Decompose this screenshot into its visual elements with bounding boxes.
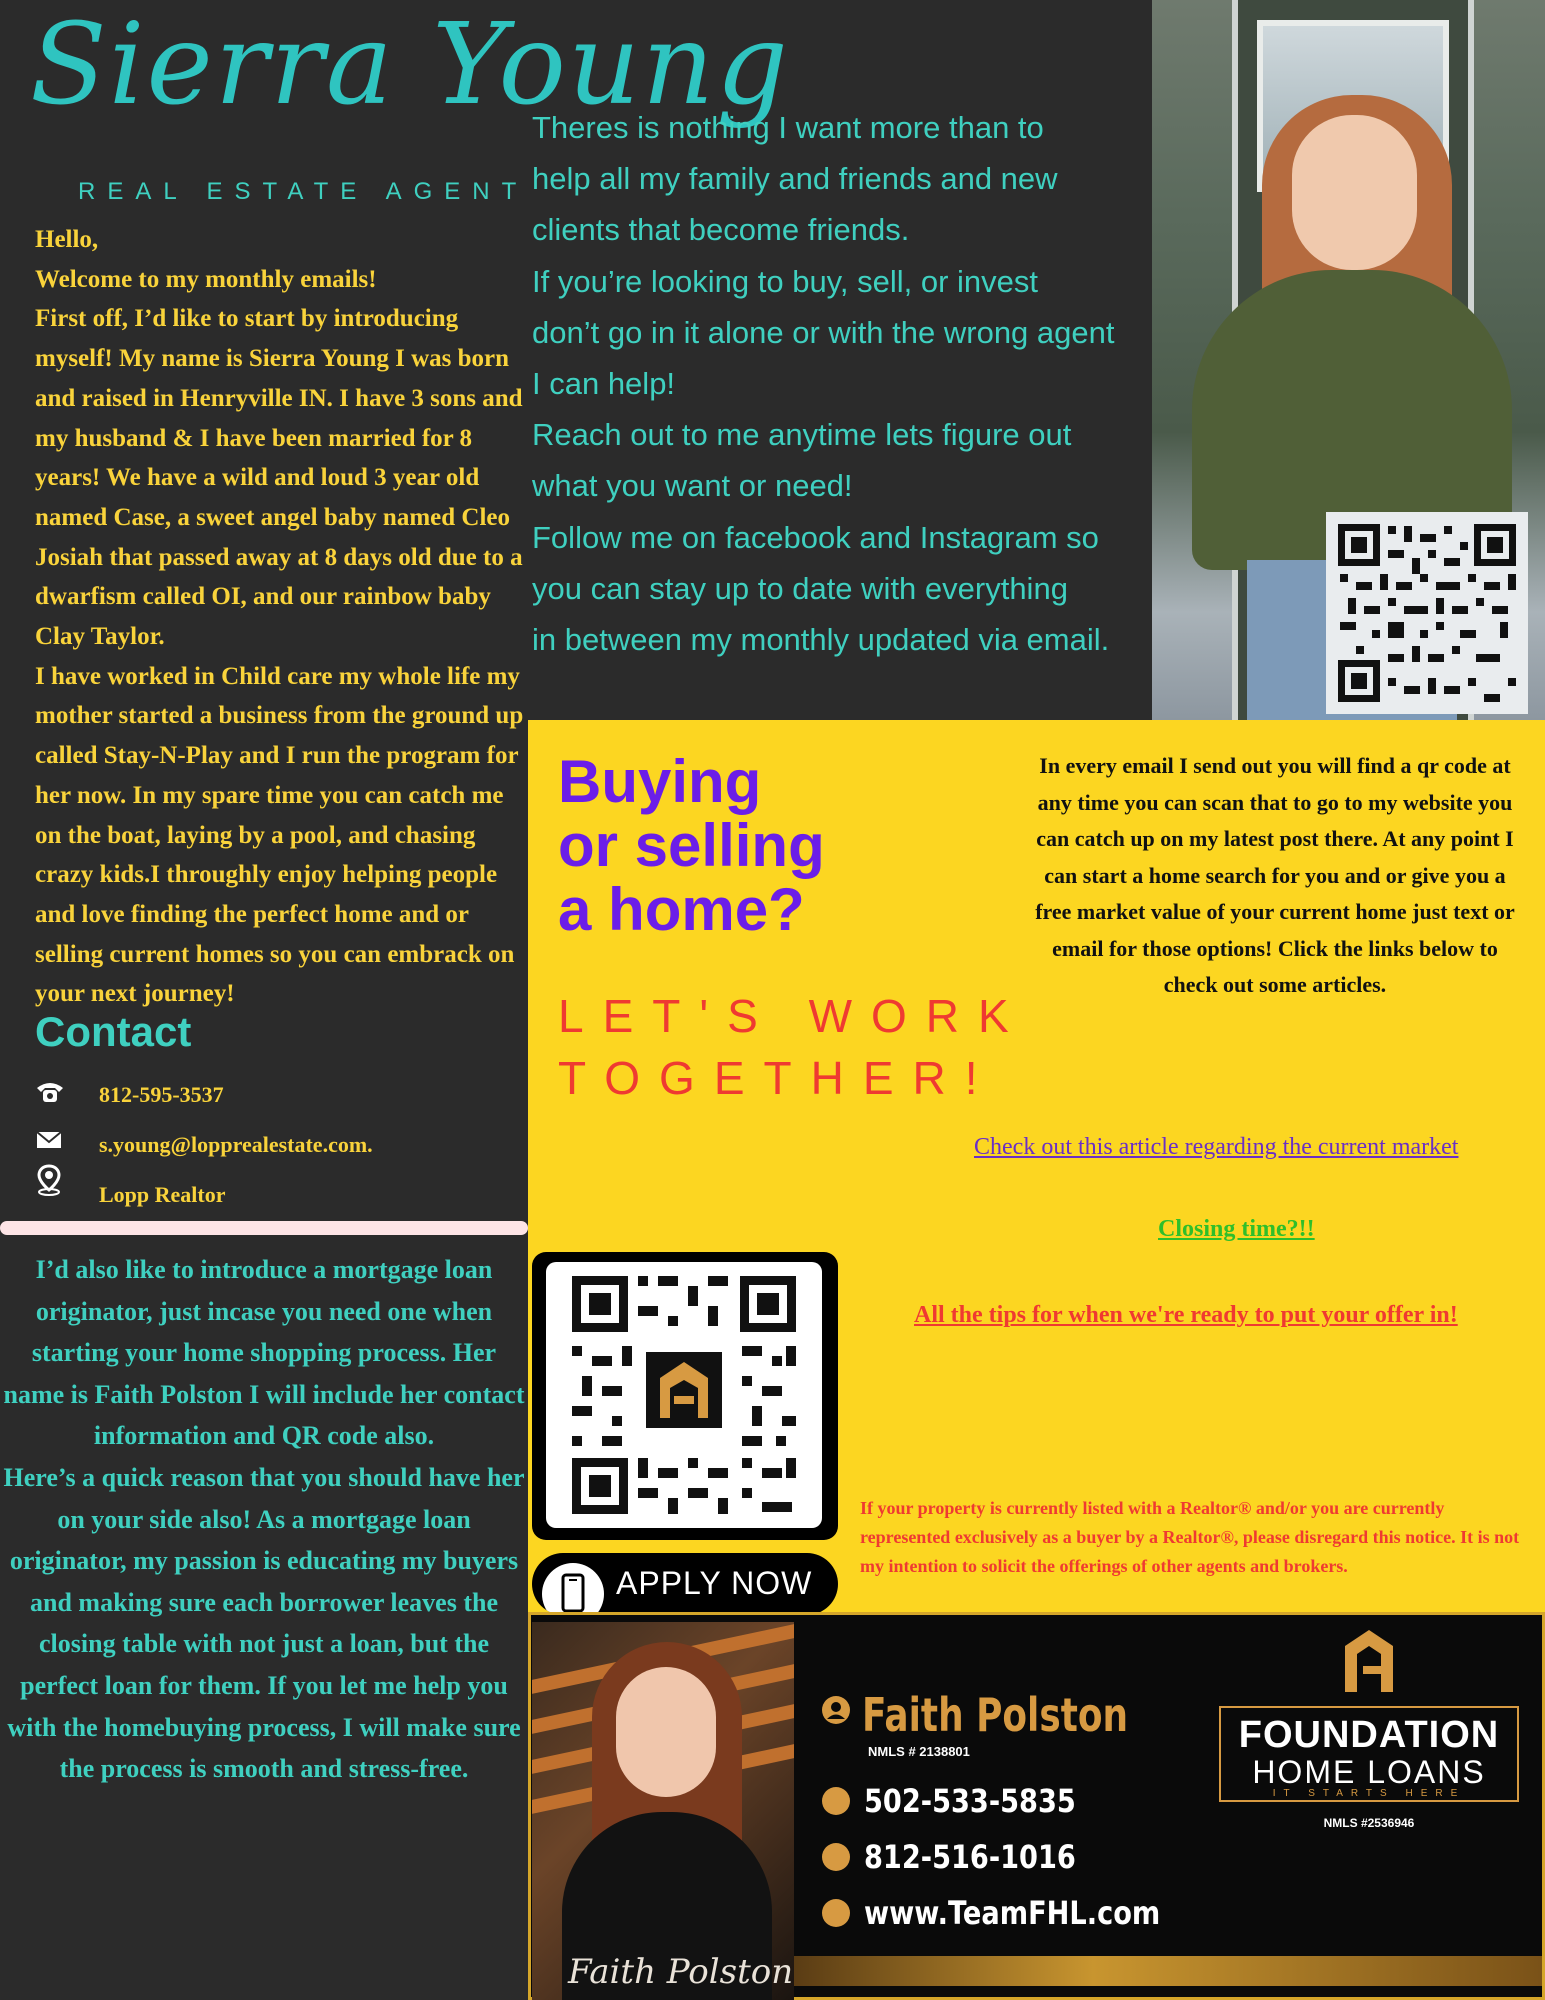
- mission-line: in between my monthly updated via email.: [532, 622, 1110, 658]
- closing-time-link[interactable]: Closing time?!!: [1158, 1216, 1315, 1242]
- fax-icon: [822, 1843, 850, 1871]
- website-qr-code[interactable]: [1326, 512, 1528, 714]
- person-icon: [822, 1696, 850, 1729]
- loan-officer-website[interactable]: www.TeamFHL.com: [864, 1894, 1161, 1932]
- mission-text: [532, 102, 1152, 665]
- mission-line: what you want or need!: [532, 468, 853, 504]
- contact-company: Lopp Realtor: [99, 1182, 226, 1207]
- loan-officer-name: Faith Polston: [862, 1688, 1129, 1742]
- headline-line: a home?: [558, 876, 805, 943]
- mission-line: you can stay up to date with everything: [532, 570, 1068, 606]
- smartphone-icon: [542, 1563, 604, 1615]
- email-info-text: In every email I send out you will find a qr code at any time you can scan that to go to my website you can catch up on my latest post there. At any point I can start a home search for you and or give you a free market value of your current home just text or email for those options! Click the links below to check out some articles.: [1035, 753, 1515, 997]
- company-nmls: NMLS #2536946: [1323, 1816, 1415, 1830]
- cta-line: TOGETHER!: [558, 1052, 997, 1104]
- loan-officer-phone1-row[interactable]: [822, 1780, 1113, 1820]
- apply-now-label: APPLY NOW: [616, 1565, 813, 1601]
- contact-heading: Contact: [35, 1008, 192, 1055]
- cta-line: LET'S WORK: [558, 990, 1028, 1042]
- offer-tips-link[interactable]: All the tips for when we're ready to put your offer in!: [914, 1302, 1458, 1328]
- qr-pattern-icon: [546, 1262, 822, 1528]
- mail-icon: [35, 1128, 63, 1156]
- mission-line: Reach out to me anytime lets figure out: [532, 417, 1072, 453]
- mission-line: don’t go in it alone or with the wrong agent: [532, 314, 1115, 350]
- intro-paragraph: First off, I’d like to start by introducing myself! My name is Sierra Young I was born and raised in Henryville IN. I have 3 sons and my husband & I have been married for 8 years! We have a wild and loud 3 year old named Case, a sweet angel baby named Cleo Josiah that passed away at 8 days old due to a dwarfism called OI, and our rainbow baby Clay Taylor.: [35, 305, 523, 651]
- house-logo-icon: [1339, 1626, 1399, 1696]
- agent-title: REAL ESTATE AGENT: [78, 178, 529, 205]
- mission-line: If you’re looking to buy, sell, or invest: [532, 263, 1039, 299]
- loan-qr-code[interactable]: [532, 1252, 838, 1540]
- loan-officer-phone1[interactable]: 502-533-5835: [864, 1782, 1076, 1820]
- qr-pattern-icon: [1326, 512, 1528, 714]
- headline-line: or selling: [558, 812, 825, 879]
- contact-email[interactable]: s.young@lopprealestate.com.: [99, 1132, 373, 1157]
- promo-headline: [558, 750, 825, 942]
- loan-officer-website-row[interactable]: [822, 1892, 1213, 1932]
- card-gold-bar: [794, 1956, 1542, 1986]
- foundation-home-loans-logo: [1214, 1626, 1524, 1830]
- contact-phone[interactable]: 812-595-3537: [99, 1082, 224, 1107]
- mortgage-paragraph: Here’s a quick reason that you should have her on your side also! As a mortgage loan originator, my passion is educating my buyers and making sure each borrower leaves the closing table with not just a loan, but the perfect loan for them. If you let me help you with the homebuying process, I will make sure the process is smooth and stress-free.: [3, 1462, 525, 1784]
- headline-line: Buying: [558, 748, 762, 815]
- mission-line: Theres is nothing I want more than to: [532, 110, 1044, 145]
- intro-paragraph: I have worked in Child care my whole life my mother started a business from the ground up called Stay-N-Play and I run the program for her now. In my spare time you can catch me on the boat, laying by a pool, and chasing crazy kids.I throughly enjoy helping people and love finding the perfect home and or selling current homes so you can embrack on your next journey!: [35, 662, 524, 1008]
- apply-now-button[interactable]: [532, 1553, 838, 1615]
- company-tagline: IT STARTS HERE: [1272, 1788, 1466, 1799]
- location-icon: [35, 1164, 63, 1192]
- promo-cta: [558, 985, 1028, 1109]
- intro-text: [35, 220, 530, 1014]
- loan-officer-nmls: NMLS # 2138801: [868, 1744, 970, 1759]
- loan-officer-phone2-row[interactable]: [822, 1836, 1113, 1876]
- mission-line: help all my family and friends and new: [532, 161, 1058, 197]
- mortgage-paragraph: I’d also like to introduce a mortgage loan originator, just incase you need one when starting your home shopping process. Her name is Faith Polston I will include her contact information and QR code also.: [3, 1255, 525, 1451]
- realtor-disclaimer: If your property is currently listed with a Realtor® and/or you are currently represented exclusively as a buyer by a Realtor®, please disregard this notice. It is not my intention to solicit the offerings of other agents and brokers.: [860, 1498, 1520, 1576]
- mortgage-intro-text: [0, 1249, 528, 1790]
- company-name-line1: FOUNDATION: [1238, 1714, 1500, 1756]
- mission-line: I can help!: [532, 366, 676, 402]
- mission-line: clients that become friends.: [532, 212, 910, 248]
- agent-name-logo: Sierra Young: [30, 0, 790, 130]
- loan-officer-photo: [532, 1622, 794, 2000]
- intro-greeting: Hello,: [35, 226, 99, 253]
- phone-icon: [35, 1078, 63, 1106]
- mission-line: Follow me on facebook and Instagram so: [532, 519, 1099, 555]
- globe-icon: [822, 1899, 850, 1927]
- company-name-line2: HOME LOANS: [1252, 1754, 1486, 1790]
- market-article-link[interactable]: Check out this article regarding the current market: [974, 1134, 1459, 1160]
- loan-officer-phone2[interactable]: 812-516-1016: [864, 1838, 1076, 1876]
- intro-welcome: Welcome to my monthly emails!: [35, 265, 377, 293]
- loan-officer-signature: Faith Polston: [568, 1952, 794, 1992]
- phone-icon: [822, 1787, 850, 1815]
- section-divider: [0, 1221, 528, 1235]
